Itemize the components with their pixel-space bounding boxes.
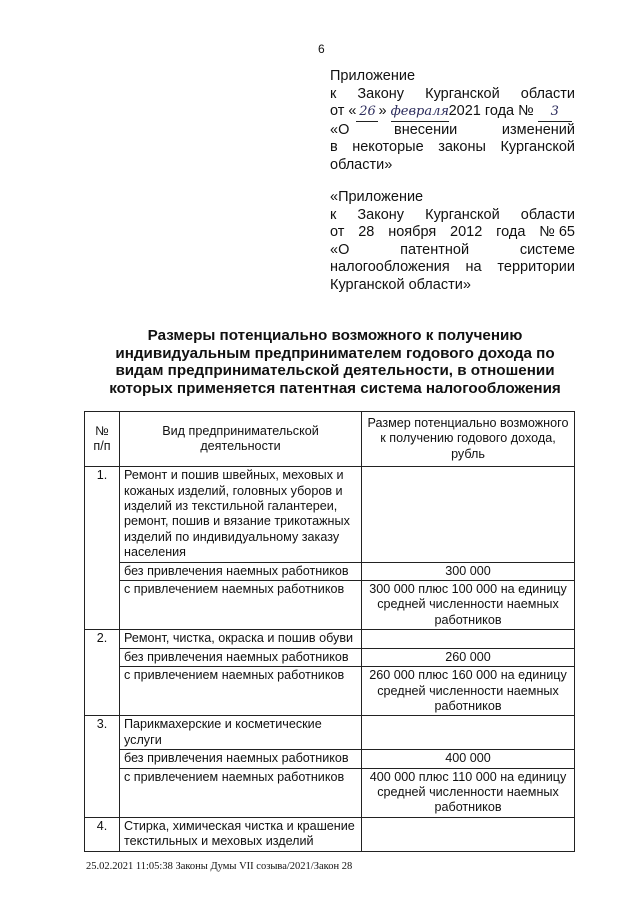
handwritten-law-number: 3 (538, 103, 572, 122)
table-subrow (85, 768, 575, 817)
subrow-label: без привлечения наемных работников (120, 750, 362, 768)
appendix-title: Приложение (330, 68, 416, 84)
table-row (85, 467, 575, 562)
amount-cell: 400 000 (362, 750, 575, 768)
subrow-label: без привлечения наемных работников (120, 648, 362, 666)
appendix-subject-line: «О внесении изменений (330, 121, 575, 138)
appendix-subject-line: в некоторые законы Курганской (330, 139, 575, 156)
activity-cell: Стирка, химическая чистка и крашение текстильных и меховых изделий (120, 817, 362, 851)
amount-cell-empty (362, 817, 575, 851)
amount-cell-empty (362, 630, 575, 648)
row-number: 4. (85, 817, 120, 851)
amount-cell: 260 000 (362, 648, 575, 666)
income-table (84, 411, 575, 852)
appendix-subject-line: «О патентной системе (330, 241, 575, 258)
appendix-date-line: от 28 ноября 2012 года № 65 (330, 224, 575, 241)
appendix-subject-line: области» (330, 156, 393, 173)
subrow-label: с привлечением наемных работников (120, 581, 362, 630)
appendix-date-line: от « 26 » февраля2021 года № 3 (330, 103, 575, 122)
subrow-label: без привлечения наемных работников (120, 562, 362, 580)
appendix-subject-line: Курганской области» (330, 276, 471, 293)
amount-cell-empty (362, 716, 575, 750)
header-activity: Вид предпринимательской деятельности (120, 412, 362, 467)
appendix-law-line: к Закону Курганской области (330, 85, 575, 102)
activity-cell: Ремонт и пошив швейных, меховых и кожаных изделий, головных уборов и изделий из текстильной галантереи, ремонт, пошив и вязание трикотажных изделий по индивидуальному заказу населения (120, 467, 362, 562)
handwritten-day: 26 (356, 103, 378, 122)
document-heading: Размеры потенциально возможного к получению индивидуальным предпринимателем годового дохода по видам предпринимательской деятельности, в отношении которых применяется патентная система налогообложения (109, 327, 561, 397)
table-header-row (85, 412, 575, 467)
table-row (85, 817, 575, 851)
row-number: 2. (85, 630, 120, 716)
amount-cell-empty (362, 467, 575, 562)
amount-cell: 260 000 плюс 160 000 на единицу средней численности наемных работников (362, 667, 575, 716)
table-subrow (85, 562, 575, 580)
page-number: 6 (318, 42, 325, 56)
row-number: 3. (85, 716, 120, 817)
table-row (85, 630, 575, 648)
appendix-block-original-law (330, 189, 575, 295)
header-number: № п/п (85, 412, 120, 467)
amount-cell: 400 000 плюс 110 000 на единицу средней численности наемных работников (362, 768, 575, 817)
appendix-law-line: к Закону Курганской области (330, 206, 575, 223)
table-subrow (85, 750, 575, 768)
handwritten-month: февраля (391, 103, 449, 122)
table-subrow (85, 648, 575, 666)
header-amount: Размер потенциально возможного к получению годового дохода, рубль (362, 412, 575, 467)
activity-cell: Ремонт, чистка, окраска и пошив обуви (120, 630, 362, 648)
appendix-subject-line: налогообложения на территории (330, 259, 575, 276)
activity-cell: Парикмахерские и косметические услуги (120, 716, 362, 750)
subrow-label: с привлечением наемных работников (120, 667, 362, 716)
row-number: 1. (85, 467, 120, 630)
table-subrow (85, 581, 575, 630)
table-row (85, 716, 575, 750)
amount-cell: 300 000 плюс 100 000 на единицу средней численности наемных работников (362, 581, 575, 630)
subrow-label: с привлечением наемных работников (120, 768, 362, 817)
footer-stamp: 25.02.2021 11:05:38 Законы Думы VII созыва/2021/Закон 28 (86, 861, 353, 872)
amount-cell: 300 000 (362, 562, 575, 580)
table-subrow (85, 667, 575, 716)
appendix-title: «Приложение (330, 189, 424, 205)
appendix-block-amending-law (330, 68, 575, 175)
